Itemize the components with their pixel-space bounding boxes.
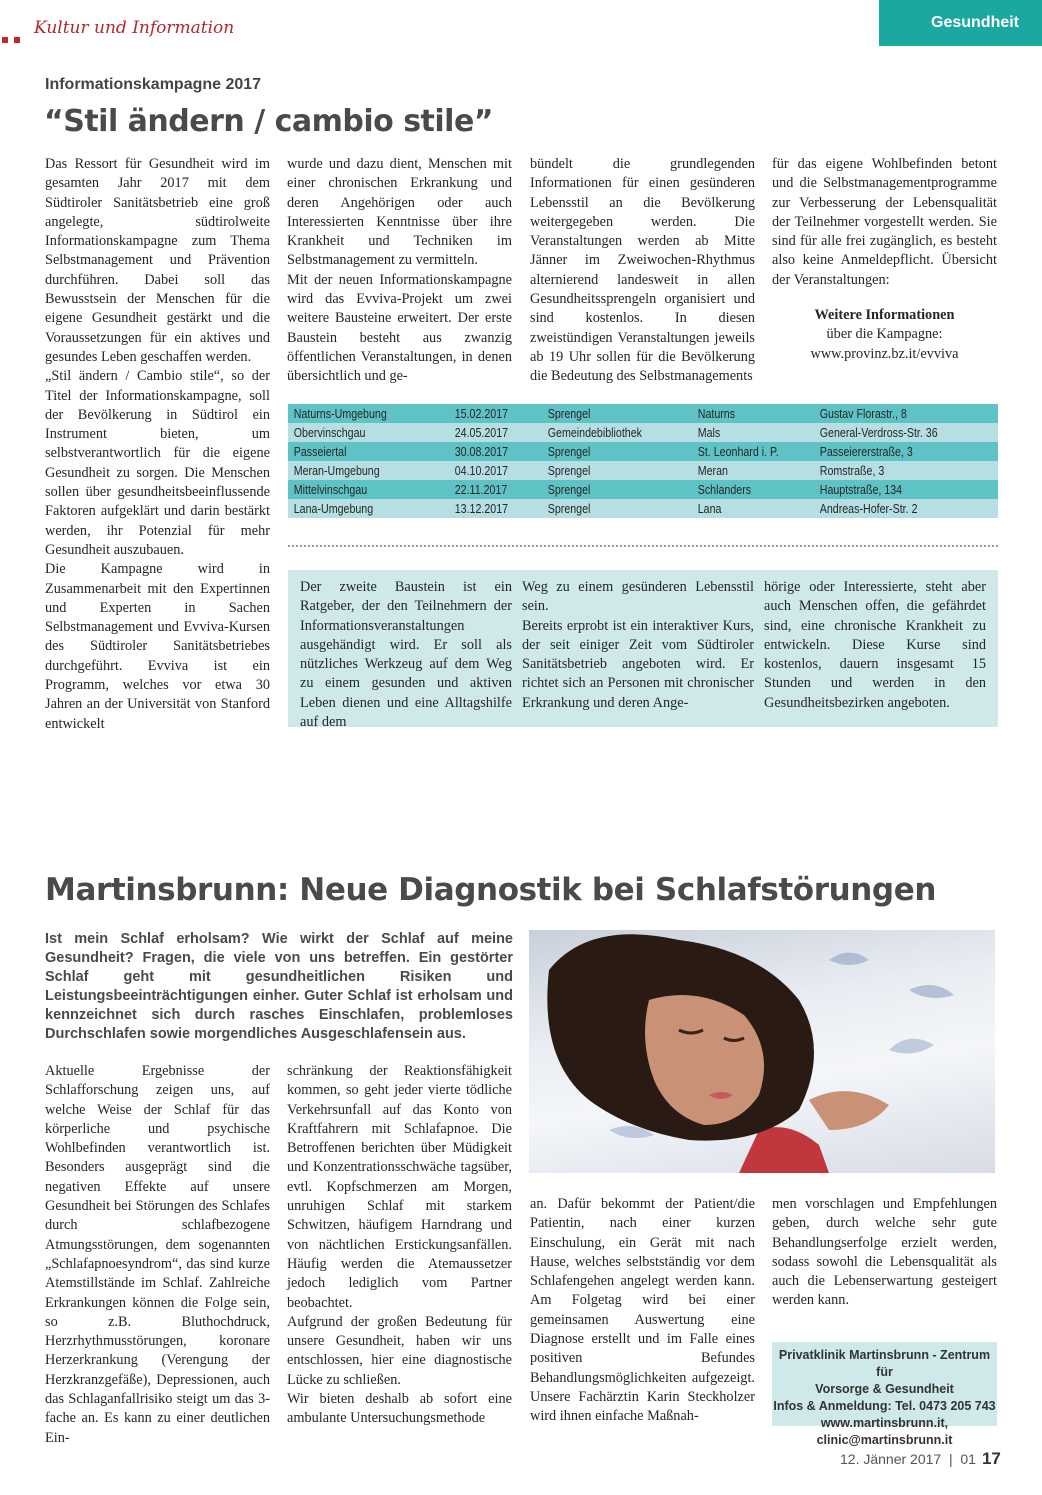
info-box-column-2 bbox=[522, 578, 754, 713]
sleeping-woman-photo bbox=[529, 930, 995, 1173]
page-footer bbox=[840, 1449, 1001, 1469]
article2-headline: Martinsbrunn: Neue Diagnostik bei Schlafstörungen bbox=[45, 872, 937, 908]
article1-kicker: Informationskampagne 2017 bbox=[45, 76, 262, 93]
paragraph: Weg zu einem gesünderen Lebensstil sein. bbox=[522, 579, 754, 615]
table-cell: 22.11.2017 bbox=[454, 482, 508, 497]
paragraph: Bereits erprobt ist ein interaktiver Kurs, der seit einiger Zeit vom Südtiroler Sanitätsbetrieb angeboten wird. Er richtet sich an Personen mit chronischer Erkrankung und deren Ange- bbox=[522, 617, 754, 711]
contact-phone: Infos & Anmeldung: Tel. 0473 205 743 bbox=[773, 1399, 996, 1413]
article1-column-3 bbox=[530, 155, 755, 387]
table-cell: Hauptstraße, 134 bbox=[819, 482, 903, 497]
article2-column-2 bbox=[287, 1062, 512, 1429]
table-row bbox=[288, 499, 998, 518]
article1-column-4 bbox=[772, 155, 997, 364]
paragraph: Die Kampagne wird in Zusammenarbeit mit den Expertinnen und Experten in Sachen Selbstmanagement und Evviva-Kursen des Südtiroler Sanitätsbetriebes durchgeführt. Evviva ist ein Programm, welches vor etwa 30 Jahren an der Universität von Stanford entwickelt bbox=[45, 561, 270, 732]
info-box-column-1: Der zweite Baustein ist ein Ratgeber, der den Teilnehmern der Informationsveranstaltungen ausgehändigt wird. Er soll als nützliches Werkzeug auf dem Weg zu einem gesunden und aktiven Leben dienen und eine Alltagshilfe auf dem bbox=[300, 579, 512, 731]
table-cell: 24.05.2017 bbox=[454, 425, 509, 440]
article1-headline: “Stil ändern / cambio stile” bbox=[44, 104, 494, 139]
article1-column-1 bbox=[45, 155, 270, 734]
contact-line: Vorsorge & Gesundheit bbox=[815, 1382, 954, 1396]
table-cell: 15.02.2017 bbox=[454, 406, 509, 421]
table-cell: Gemeindebibliothek bbox=[547, 425, 642, 440]
paragraph: für das eigene Wohlbefinden betont und die Selbstmanagementprogramme zur Verbesserung der Lebensqualität der Teilnehmer vorgestellt werden. Sie sind für alle frei zugänglich, es besteht also keine Anmeldepflicht. Übersicht der Veranstaltungen: bbox=[772, 156, 997, 288]
table-row bbox=[288, 442, 998, 461]
table-row bbox=[288, 461, 998, 480]
table-cell: Obervinschgau bbox=[293, 425, 366, 440]
paragraph: schränkung der Reaktionsfähigkeit kommen, so geht jeder vierte tödliche Verkehrsunfall auf das Konto von Kraftfahrern mit Schlafapnoe. Die Betroffenen berichten über Müdigkeit und Konzentrationsschwäche tagsüber, evtl. Kopfschmerzen am Morgen, unruhigen Schlaf mit starkem Schwitzen, häufigem Harndrang und von nächtlichen Erstickungsanfällen. Häufig werden die Atemaussetzer jedoch lediglich vom Partner beobachtet. bbox=[287, 1063, 512, 1311]
section-title: Kultur und Information bbox=[34, 18, 235, 38]
table-cell: Lana-Umgebung bbox=[293, 501, 374, 516]
table-cell: Sprengel bbox=[547, 406, 591, 421]
table-row bbox=[288, 404, 998, 423]
table-cell: Meran bbox=[697, 463, 728, 478]
table-cell: Sprengel bbox=[547, 463, 591, 478]
table-cell: Schlanders bbox=[697, 482, 752, 497]
paragraph: Wir bieten deshalb ab sofort eine ambulante Untersuchungsmethode bbox=[287, 1391, 512, 1427]
contact-line: Privatklinik Martinsbrunn - Zentrum für bbox=[778, 1348, 991, 1379]
header-bullet-squares bbox=[2, 30, 26, 48]
paragraph: Mit der neuen Informationskampagne wird das Evviva-Projekt um zwei weitere Bausteine erweitert. Der erste Baustein besteht aus zwanzig öffentlichen Veranstaltungen, in denen übersichtlich und ge- bbox=[287, 271, 512, 385]
table-cell: 04.10.2017 bbox=[454, 463, 509, 478]
table-cell: General-Verdross-Str. 36 bbox=[819, 425, 938, 440]
table-cell: 30.08.2017 bbox=[454, 444, 509, 459]
paragraph: Aufgrund der großen Bedeutung für unsere Gesundheit, haben wir uns entschlossen, hier eine diagnostische Lücke zu schließen. bbox=[287, 1313, 512, 1388]
article2-column-3: an. Dafür bekommt der Patient/die Patientin, nach einer kurzen Einschulung, ein Gerät mit nach Hause, welches selbstständig vor dem Schlafengehen angelegt werden kann. Am Folgetag wird bei einer gemeinsamen Auswertung eine Diagnose erstellt und im Falle eines positiven Befundes Behandlungsmöglichkeiten aufgezeigt. Unsere Fachärztin Karin Steckholzer wird ihnen einfache Maßnah- bbox=[530, 1196, 755, 1425]
paragraph: wurde und dazu dient, Menschen mit einer chronischen Erkrankung und deren Angehörigen oder auch Interessierten Kenntnisse über ihre Krankheit und Techniken im Selbstmanagement zu vermitteln. bbox=[287, 156, 512, 269]
table-row bbox=[288, 480, 998, 499]
more-info-text: über die Kampagne: bbox=[826, 326, 943, 343]
table-cell: Gustav Florastr., 8 bbox=[819, 406, 907, 421]
more-info-block bbox=[772, 306, 997, 364]
table-cell: Sprengel bbox=[547, 501, 591, 516]
table-cell: Passeiertal bbox=[293, 444, 347, 459]
table-cell: Mals bbox=[697, 425, 721, 440]
more-info-link[interactable]: www.provinz.bz.it/evviva bbox=[810, 345, 959, 362]
table-cell: Mittelvinschgau bbox=[293, 482, 368, 497]
table-cell: Sprengel bbox=[547, 482, 591, 497]
page-number: 17 bbox=[981, 1449, 1001, 1468]
more-info-title: Weitere Informationen bbox=[814, 307, 955, 324]
table-cell: Meran-Umgebung bbox=[293, 463, 380, 478]
dotted-divider bbox=[288, 545, 998, 547]
paragraph: bündelt die grundlegenden Informationen für einen gesünderen Lebensstil an die Bevölkerung weitergegeben werden. Die Veranstaltungen werden ab Mitte Jänner im Zweiwochen-Rhythmus alternierend landesweit in allen Gesundheitssprengeln organisiert und sind kostenlos. In diesen zweistündigen Veranstaltungen jeweils ab 19 Uhr sollen für die Bevölkerung die Bedeutung des Selbstmanagements bbox=[530, 156, 755, 385]
table-cell: Naturns-Umgebung bbox=[293, 406, 387, 421]
table-cell: Lana bbox=[697, 501, 722, 516]
category-tab: Gesundheit bbox=[879, 0, 1042, 46]
table-cell: St. Leonhard i. P. bbox=[697, 444, 779, 459]
events-table bbox=[288, 404, 998, 518]
issue-date: 12. Jänner 2017 | 01 bbox=[840, 1451, 976, 1467]
table-row bbox=[288, 423, 998, 442]
contact-box bbox=[772, 1342, 997, 1447]
article2-lead: Ist mein Schlaf erholsam? Wie wirkt der Schlaf auf meine Gesundheit? Fragen, die viele von uns betreffen. Ein gestörter Schlaf geht mit gesundheitlichen Risiken und Leistungsbeeinträchtigungen einher. Guter Schlaf ist erholsam und kennzeichnet sich durch rasches Einschlafen, problemloses Durchschlafen sowie morgendliches Ausgeschlafensein aus. bbox=[45, 931, 513, 1042]
table-cell: Sprengel bbox=[547, 444, 591, 459]
info-box-column-3: hörige oder Interessierte, steht aber auch Menschen offen, die gefährdet sind, eine chronische Krankheit zu entwickeln. Diese Kurse sind kostenlos, dauern insgesamt 15 Stunden und werden in den Gesundheitsbezirken angeboten. bbox=[764, 579, 986, 711]
article1-column-2 bbox=[287, 155, 512, 387]
table-cell: Andreas-Hofer-Str. 2 bbox=[819, 501, 918, 516]
table-cell: Romstraße, 3 bbox=[819, 463, 885, 478]
article2-column-4: men vorschlagen und Empfehlungen geben, durch welche sehr gute Behandlungserfolge erzielt werden, sodass sowohl die Lebensqualität als auch die Lebenserwartung gesteigert werden kann. bbox=[772, 1196, 997, 1309]
article2-column-1: Aktuelle Ergebnisse der Schlafforschung zeigen uns, auf welche Weise der Schlaf für das körperliche und psychische Wohlbefinden verantwortlich ist. Besonders ausgeprägt sind die negativen Effekte auf unsere Gesundheit bei Störungen des Schlafes durch schlafbezogene Atmungsstörungen, dem sogenannten „Schlafapnoesyndrom“, das sind kurze Atemstillstände im Schlaf. Zahlreiche Erkrankungen können die Folge sein, so z.B. Bluthochdruck, Herzrhythmusstörungen, koronare Herzerkrankung (Verengung der Herzkranzgefäße), Depressionen, auch das Schlaganfallrisiko steigt um das 3-fache an. Es kann zu einer deutlichen Ein- bbox=[45, 1063, 270, 1446]
paragraph: „Stil ändern / Cambio stile“, so der Titel der Informationskampagne, soll der Bevölkerung in Südtirol ein Instrument bieten, um selbstverantwortlich für die eigene Gesundheit zu sorgen. Die Menschen sollen über gesundheitsbeeinflussende Faktoren aufgeklärt und darin bestärkt werden, ihr Potenzial für mehr Gesundheit auszubauen. bbox=[45, 368, 270, 558]
contact-web-email[interactable]: www.martinsbrunn.it, clinic@martinsbrunn.it bbox=[816, 1416, 953, 1447]
photo-illustration bbox=[529, 930, 995, 1173]
table-cell: 13.12.2017 bbox=[454, 501, 509, 516]
table-cell: Passeiererstraße, 3 bbox=[819, 444, 913, 459]
paragraph: Das Ressort für Gesundheit wird im gesamten Jahr 2017 mit dem Südtiroler Sanitätsbetrieb eine groß angelegte, südtirolweite Informationskampagne zum Thema Selbstmanagement und Prävention durchführen. Dabei soll das Bewusstsein der Menschen für die eigene Gesundheit gestärkt und die Voraussetzungen für ein aktives und gesundes Leben geschaffen werden. bbox=[45, 156, 270, 365]
table-cell: Naturns bbox=[697, 406, 736, 421]
